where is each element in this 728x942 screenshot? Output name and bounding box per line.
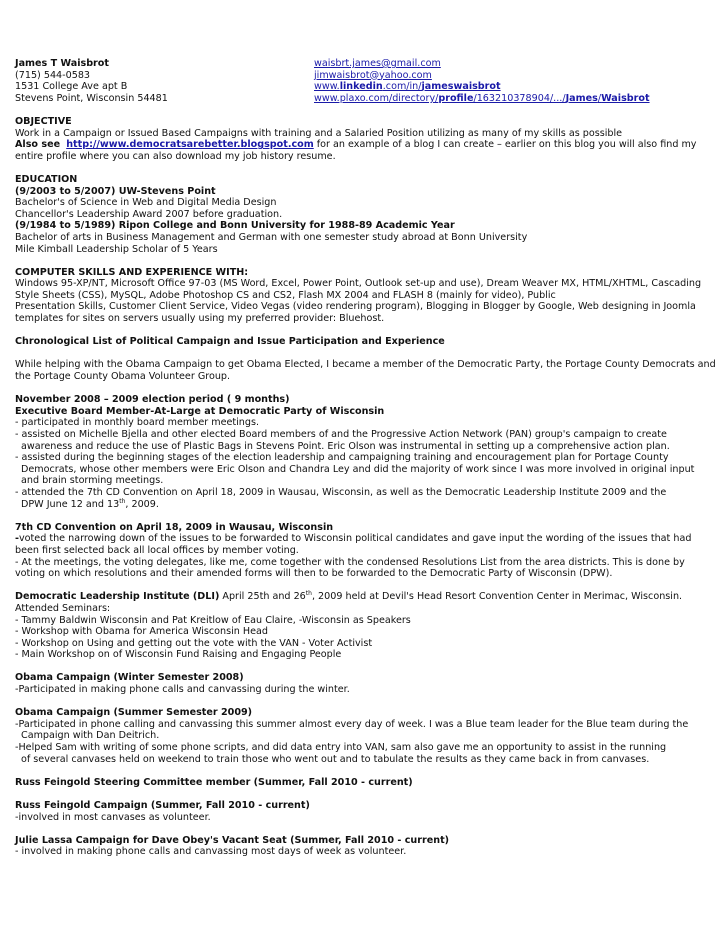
chronology-intro-2: the Portage County Obama Volunteer Group. xyxy=(15,371,231,383)
feingold-campaign-section xyxy=(15,800,715,823)
education-degree-2: Bachelor of arts in Business Management and German with one semester study abroad at Bonn University xyxy=(15,231,528,243)
obama-winter-section xyxy=(15,672,715,695)
skills-line-4: templates for sites on servers usually using my preferred provider: Bluehost. xyxy=(15,313,385,325)
obama-winter-line-1: -Participated in making phone calls and canvassing during the winter. xyxy=(15,684,350,696)
dli-line-1: Attended Seminars: xyxy=(15,602,111,614)
contact-city: Stevens Point, Wisconsin 54481 xyxy=(15,92,168,104)
obama-summer-section xyxy=(15,707,715,765)
skills-line-2: Style Sheets (CSS), MySQL, Adobe Photoshop CS and CS2, Flash MX 2004 and FLASH 8 (mainly for video), Public xyxy=(15,289,556,301)
dli-section xyxy=(15,591,715,661)
contact-phone: (715) 544-0583 xyxy=(15,69,91,81)
education-degree-1: Bachelor's of Science in Web and Digital Media Design xyxy=(15,197,277,209)
objective-line-2 xyxy=(15,139,715,151)
plaxo-pre: www.plaxo.com/directory/ xyxy=(314,92,439,104)
contact-name: James T Waisbrot xyxy=(15,58,109,69)
linkedin-link[interactable] xyxy=(314,81,501,92)
plaxo-link[interactable] xyxy=(314,93,650,104)
obama-summer-line-4: of several canvases held on weekend to train those who went out and to tabulate the results as they came back in from canvases. xyxy=(21,753,650,765)
convention-line-3: - At the meetings, the voting delegates, like me, come together with the condensed Resolutions List from the area districts. This is done by xyxy=(15,556,685,568)
objective-line-2-rest: for an example of a blog I can create – earlier on this blog you will also find my xyxy=(313,139,697,151)
feingold-campaign-line-1: -involved in most canvases as volunteer. xyxy=(15,811,211,823)
obama-summer-line-3: -Helped Sam with writing of some phone scripts, and did data entry into VAN, sam also gave me an opportunity to assist in the running xyxy=(15,742,667,754)
feingold-campaign-title: Russ Feingold Campaign (Summer, Fall 2010 - current) xyxy=(15,800,310,812)
contact-block xyxy=(15,58,715,104)
objective-line-1: Work in a Campaign or Issued Based Campaigns with training and a Salaried Position utilizing as many of my skills as possible xyxy=(15,127,623,139)
dli-line-3: - Workshop with Obama for America Wisconsin Head xyxy=(15,626,268,638)
also-see-label: Also see xyxy=(15,139,61,151)
resume-page xyxy=(15,58,715,858)
board-line-5: Democrats, whose other members were Eric Olson and Chandra Ley and did the majority of work since I was more involved in original input xyxy=(21,463,695,475)
convention-line-1 xyxy=(15,533,715,545)
obama-summer-line-2: Campaign with Dan Deitrich. xyxy=(21,730,160,742)
objective-heading: OBJECTIVE xyxy=(15,115,72,127)
email-link-yahoo[interactable]: jimwaisbrot@yahoo.com xyxy=(314,69,432,81)
education-award-2: Mile Kimball Leadership Scholar of 5 Years xyxy=(15,243,218,255)
board-title: Executive Board Member-At-Large at Democratic Party of Wisconsin xyxy=(15,405,385,417)
board-line-8-post: , 2009. xyxy=(125,498,159,510)
board-line-8-pre: DPW June 12 and 13 xyxy=(21,498,120,510)
chronology-section xyxy=(15,336,715,382)
convention-title: 7th CD Convention on April 18, 2009 in Wausau, Wisconsin xyxy=(15,521,334,533)
lassa-title: Julie Lassa Campaign for Dave Obey's Vacant Seat (Summer, Fall 2010 - current) xyxy=(15,834,450,846)
linkedin-bold2: jameswaisbrot xyxy=(421,81,501,93)
objective-section xyxy=(15,116,715,162)
board-line-7: - attended the 7th CD Convention on April 18, 2009 in Wausau, Wisconsin, as well as the Democratic Leadership Institute 2009 and the xyxy=(15,486,667,498)
convention-line-4: voting on which resolutions and their amended forms will then to be forwarded to the Democratic Party of Wisconsin (DPW). xyxy=(15,568,613,580)
linkedin-bold: linkedin xyxy=(339,81,383,93)
dli-title-rest-pre: April 25th and 26 xyxy=(219,591,306,603)
board-line-8 xyxy=(15,499,715,511)
board-line-3: awareness and reduce the use of Plastic Bags in Stevens Point. Eric Olson was instrumental in setting up a comprehensive action plan. xyxy=(21,440,670,452)
dli-title-sup: th xyxy=(305,590,312,598)
chronology-intro-1: While helping with the Obama Campaign to get Obama Elected, I became a member of the Democratic Party, the Portage County Democrats and xyxy=(15,359,716,371)
contact-street: 1531 College Ave apt B xyxy=(15,81,128,93)
board-line-8-sup: th xyxy=(119,497,126,505)
dli-title: Democratic Leadership Institute (DLI) xyxy=(15,591,220,603)
linkedin-pre: www. xyxy=(314,81,340,93)
contact-right xyxy=(314,58,650,104)
obama-summer-title: Obama Campaign (Summer Semester 2009) xyxy=(15,707,253,719)
dli-line-2: - Tammy Baldwin Wisconsin and Pat Kreitlow of Eau Claire, -Wisconsin as Speakers xyxy=(15,614,411,626)
blog-link[interactable]: http://www.democratsarebetter.blogspot.com xyxy=(66,139,314,151)
board-line-4: - assisted during the beginning stages of the election leadership and campaigning training and encouragement plan for Portage County xyxy=(15,452,669,464)
education-heading: EDUCATION xyxy=(15,173,78,185)
convention-line-1-text: voted the narrowing down of the issues to be forwarded to Wisconsin political candidates and gave input the wording of the issues that had xyxy=(18,533,692,545)
skills-line-1: Windows 95-XP/NT, Microsoft Office 97-03 (MS Word, Excel, Power Point, Outlook set-up and use), Dream Weaver MX, HTML/XHTML, Cascading xyxy=(15,278,702,290)
dli-title-line xyxy=(15,591,715,603)
education-award-1: Chancellor's Leadership Award 2007 before graduation. xyxy=(15,208,283,220)
obama-summer-line-1: -Participated in phone calling and canvassing this summer almost every day of week. I was a Blue team leader for the Blue team during the xyxy=(15,718,689,730)
feingold-steering-title: Russ Feingold Steering Committee member (Summer, Fall 2010 - current) xyxy=(15,776,413,788)
education-school-2: (9/1984 to 5/1989) Ripon College and Bonn University for 1988-89 Academic Year xyxy=(15,220,455,232)
convention-section xyxy=(15,522,715,580)
dli-line-4: - Workshop on Using and getting out the vote with the VAN - Voter Activist xyxy=(15,637,373,649)
plaxo-bold3: Waisbrot xyxy=(601,92,650,104)
dli-line-5: - Main Workshop on of Wisconsin Fund Raising and Engaging People xyxy=(15,649,342,661)
board-line-2: - assisted on Michelle Bjella and other elected Board members of and the Progressive Action Network (PAN) group's campaign to create xyxy=(15,429,667,441)
obama-winter-title: Obama Campaign (Winter Semester 2008) xyxy=(15,672,244,684)
contact-left xyxy=(15,58,168,104)
board-period: November 2008 – 2009 election period ( 9 months) xyxy=(15,394,290,406)
board-line-6: and brain storming meetings. xyxy=(21,475,164,487)
skills-heading: COMPUTER SKILLS AND EXPERIENCE WITH: xyxy=(15,266,249,278)
dli-title-rest-post: , 2009 held at Devil's Head Resort Convention Center in Merimac, Wisconsin. xyxy=(311,591,683,603)
plaxo-mid: /163210378904/.../ xyxy=(473,92,566,104)
education-section xyxy=(15,174,715,255)
convention-dash: - xyxy=(15,533,19,545)
objective-line-3: entire profile where you can also download my job history resume. xyxy=(15,150,336,162)
plaxo-bold2: James xyxy=(565,92,598,104)
feingold-steering-section xyxy=(15,777,715,789)
plaxo-bold: profile xyxy=(438,92,474,104)
linkedin-mid: .com/in/ xyxy=(382,81,422,93)
chronology-heading: Chronological List of Political Campaign and Issue Participation and Experience xyxy=(15,336,445,348)
lassa-line-1: - involved in making phone calls and canvassing most days of week as volunteer. xyxy=(15,846,407,858)
skills-line-3: Presentation Skills, Customer Client Service, Video Vegas (video rendering program), Blogging in Blogger by Google, Web designing in Joomla xyxy=(15,301,696,313)
board-line-1: - participated in monthly board member meetings. xyxy=(15,417,260,429)
plaxo-slash: / xyxy=(597,92,602,104)
lassa-section xyxy=(15,835,715,858)
email-link-gmail[interactable]: waisbrt.james@gmail.com xyxy=(314,58,441,69)
skills-section xyxy=(15,267,715,325)
education-school-1: (9/2003 to 5/2007) UW-Stevens Point xyxy=(15,185,216,197)
convention-line-2: been first selected back all local offices by member voting. xyxy=(15,544,299,556)
board-section xyxy=(15,394,715,510)
